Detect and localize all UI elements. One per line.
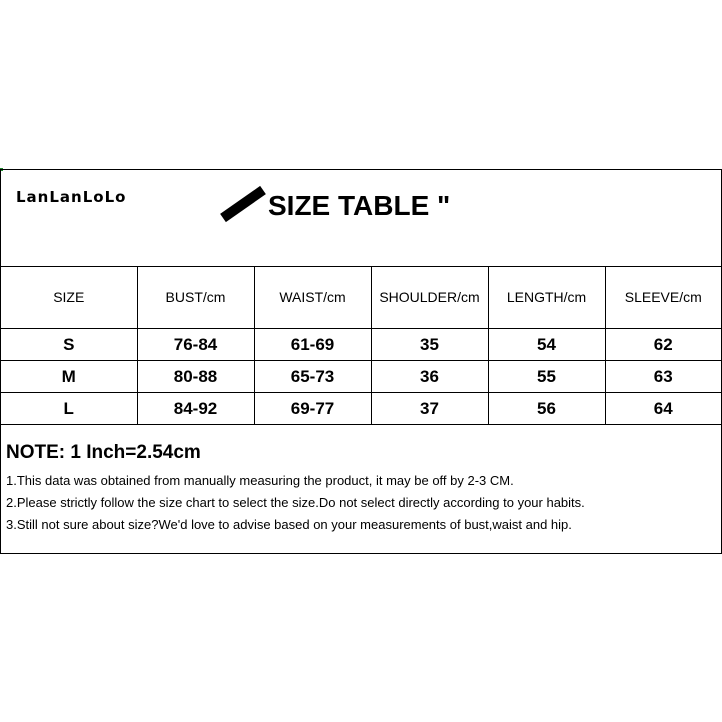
table-cell: 54 — [488, 329, 605, 361]
table-header-row — [1, 266, 721, 329]
note-line: 1.This data was obtained from manually measuring the product, it may be off by 2-3 CM. — [6, 473, 514, 488]
notes-section — [1, 426, 721, 553]
table-cell: 61-69 — [254, 329, 371, 361]
note-line: 2.Please strictly follow the size chart to select the size.Do not select directly according to your habits. — [6, 495, 585, 510]
column-header: SHOULDER/cm — [371, 266, 488, 329]
size-table — [1, 266, 721, 425]
table-cell: 56 — [488, 393, 605, 425]
size-chart-sheet — [0, 169, 722, 554]
page-title: SIZE TABLE " — [268, 190, 451, 221]
table-cell: 35 — [371, 329, 488, 361]
column-header: WAIST/cm — [254, 266, 371, 329]
table-cell: 63 — [605, 361, 721, 393]
table-cell: M — [1, 361, 137, 393]
column-header: SIZE — [1, 266, 137, 329]
table-row — [1, 361, 721, 393]
brand-logo: LanLanLoLo — [16, 188, 127, 206]
table-cell: 62 — [605, 329, 721, 361]
table-cell: 64 — [605, 393, 721, 425]
table-cell: 80-88 — [137, 361, 254, 393]
table-row — [1, 329, 721, 361]
table-cell: 84-92 — [137, 393, 254, 425]
note-title: NOTE: 1 Inch=2.54cm — [6, 442, 201, 463]
column-header: LENGTH/cm — [488, 266, 605, 329]
table-row — [1, 393, 721, 425]
slash-decoration-icon — [219, 182, 271, 224]
column-header: SLEEVE/cm — [605, 266, 721, 329]
note-line: 3.Still not sure about size?We'd love to advise based on your measurements of bust,waist and hip. — [6, 517, 572, 532]
table-cell: 69-77 — [254, 393, 371, 425]
table-cell: L — [1, 393, 137, 425]
table-cell: 76-84 — [137, 329, 254, 361]
table-cell: 36 — [371, 361, 488, 393]
table-cell: 55 — [488, 361, 605, 393]
column-header: BUST/cm — [137, 266, 254, 329]
header — [1, 170, 721, 267]
table-cell: S — [1, 329, 137, 361]
table-cell: 37 — [371, 393, 488, 425]
table-cell: 65-73 — [254, 361, 371, 393]
